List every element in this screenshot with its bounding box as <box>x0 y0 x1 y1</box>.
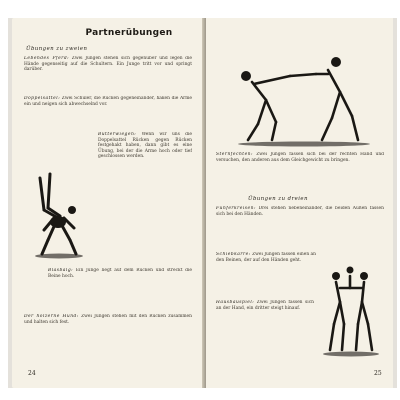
open-book <box>8 18 397 388</box>
figure-hausbauspiel <box>316 266 386 358</box>
paragraph-1-term: Lebendes Pferd: <box>24 56 70 61</box>
paragraph-3 <box>98 132 192 252</box>
paragraph-1-text: Zwei Jungen stehen sich gegenüber und legen die Hände gegenseitig auf die Schultern. Ein Junge tritt vor und springt darüber. <box>24 56 192 73</box>
paragraph-2-term: Doppelsattel: <box>24 96 61 101</box>
figure-sternfechten <box>224 36 384 150</box>
paragraph-4-text: Ein Junge liegt auf dem Rücken und streckt die Beine hoch. <box>48 268 192 279</box>
paragraph-9-text: Zwei Jungen fassen sich an der Hand, ein dritter steigt hinauf. <box>216 300 314 311</box>
paragraph-4 <box>48 268 192 300</box>
paragraph-8-term: Schiebkarre: <box>216 252 251 257</box>
paragraph-5-text: Zwei Jungen stehen mit den Rücken zusammen und halten sich fest. <box>24 314 192 325</box>
paragraph-6-text: Zwei Jungen fassen sich bei der rechten Hand und versuchen, den anderen aus dem Gleichgewicht zu bringen. <box>216 152 384 163</box>
right-page <box>206 18 393 388</box>
paragraph-3-text: Wenn wir uns die Doppelsattel Rücken gegen Rücken festgehakt haben, dann gibt es eine Übung, bei der die Arme hoch oder tief geschlossen werden. <box>98 132 192 160</box>
paragraph-6-term: Sternfechten: <box>216 152 253 157</box>
paragraph-1 <box>24 56 192 92</box>
paragraph-2-text: Zwei Schüler, die Rücken gegeneinander, haken die Arme ein und neigen sich abwechselnd vor. <box>24 96 192 107</box>
paragraph-7 <box>216 206 384 248</box>
page-number-left: 24 <box>28 370 36 377</box>
section-title-group: Übungen zu dreien <box>248 196 308 202</box>
paragraph-7-term: Fünferkreisen: <box>216 206 256 211</box>
page-number-right: 25 <box>374 370 382 377</box>
paragraph-8 <box>216 252 316 292</box>
paragraph-6 <box>216 152 384 192</box>
paragraph-9 <box>216 300 314 356</box>
paragraph-5-term: Der hölzerne Hund: <box>24 314 79 319</box>
paragraph-4-term: Blasbalg: <box>48 268 74 273</box>
paragraph-5 <box>24 314 192 354</box>
page-heading: Partnerübungen <box>85 28 173 38</box>
paragraph-2 <box>24 96 192 124</box>
paragraph-8-text: Zwei Jungen fassen einen an den Beinen, der auf den Händen geht. <box>216 252 316 263</box>
figure-butterwiegen <box>26 166 96 260</box>
paragraph-7-text: Drei stehen nebeneinander, die beiden Außen fassen sich bei den Händen. <box>216 206 384 217</box>
section-title-pairs: Übungen zu zweien <box>26 46 88 52</box>
paragraph-3-term: Butterwiegen: <box>98 132 137 137</box>
left-page <box>12 18 206 388</box>
paragraph-9-term: Hausbauspiel: <box>216 300 255 305</box>
